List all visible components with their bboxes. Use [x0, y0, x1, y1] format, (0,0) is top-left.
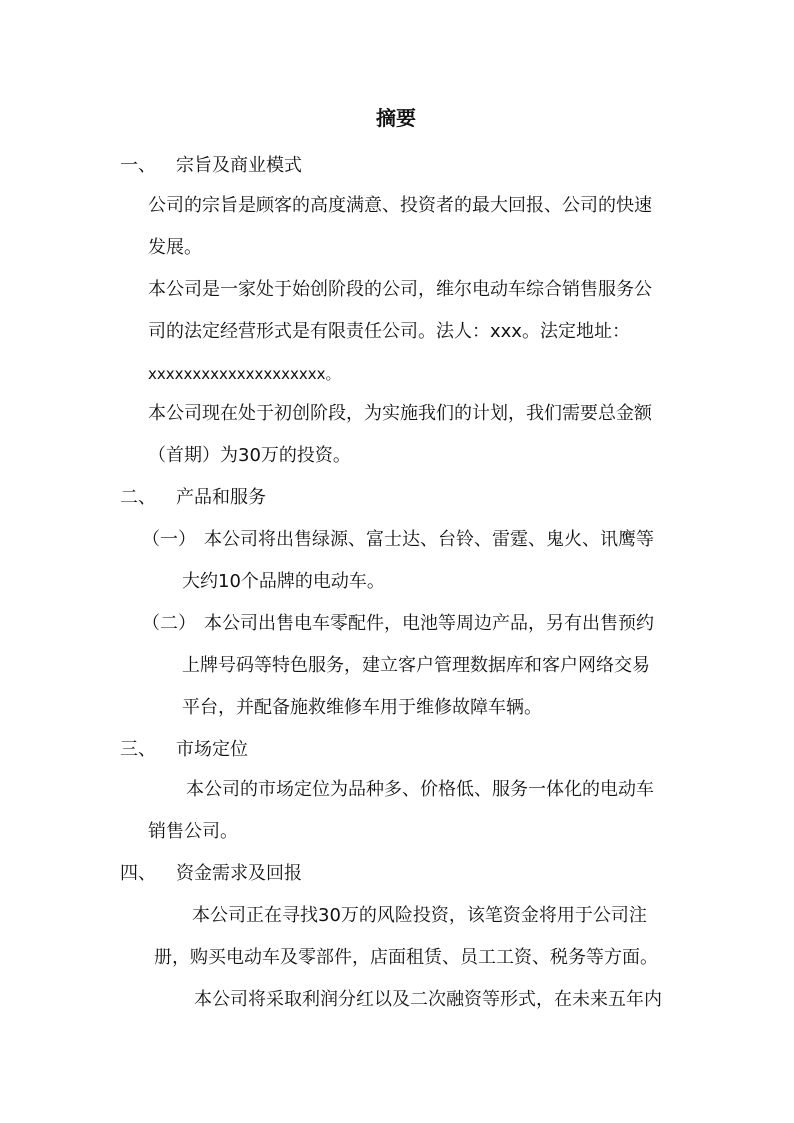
- section-heading-2: 产品和服务: [176, 487, 266, 508]
- list-marker: （一）: [142, 529, 196, 550]
- paragraph-line: 本公司的市场定位为品种多、价格低、服务一体化的电动车: [186, 779, 654, 800]
- paragraph-line: 本公司将采取利润分红以及二次融资等形式，在未来五年内: [194, 989, 662, 1010]
- list-marker: （二）: [142, 613, 196, 634]
- section-number-4: 四、: [120, 863, 156, 884]
- paragraph-line: 本公司正在寻找30万的风险投资，该笔资金将用于公司注: [192, 905, 647, 926]
- section-number-2: 二、: [120, 487, 156, 508]
- list-item-line: 本公司将出售绿源、富士达、台铃、雷霆、鬼火、讯鹰等: [204, 529, 654, 550]
- paragraph-line: xxxxxxxxxxxxxxxxxxxx。: [148, 365, 341, 383]
- section-heading-3: 市场定位: [176, 739, 248, 760]
- section-number-1: 一、: [120, 155, 156, 176]
- section-heading-1: 宗旨及商业模式: [176, 155, 302, 176]
- paragraph-line: 发展。: [148, 237, 202, 258]
- paragraph-line: 司的法定经营形式是有限责任公司。法人：xxx。法定地址：: [148, 321, 630, 342]
- page-title: 摘要: [376, 106, 416, 130]
- list-item-line: 上牌号码等特色服务，建立客户管理数据库和客户网络交易: [182, 655, 650, 676]
- paragraph-line: 公司的宗旨是顾客的高度满意、投资者的最大回报、公司的快速: [148, 195, 652, 216]
- paragraph-line: 销售公司。: [148, 821, 238, 842]
- section-heading-4: 资金需求及回报: [176, 863, 302, 884]
- paragraph-line: 本公司现在处于初创阶段，为实施我们的计划，我们需要总金额: [148, 403, 652, 424]
- section-number-3: 三、: [120, 739, 156, 760]
- paragraph-line: （首期）为30万的投资。: [148, 445, 351, 466]
- paragraph-line: 册，购买电动车及零部件，店面租赁、员工工资、税务等方面。: [154, 947, 658, 968]
- list-item-line: 平台，并配备施救维修车用于维修故障车辆。: [182, 697, 542, 718]
- paragraph-line: 本公司是一家处于始创阶段的公司，维尔电动车综合销售服务公: [148, 279, 652, 300]
- list-item-line: 大约10个品牌的电动车。: [182, 571, 385, 592]
- list-item-line: 本公司出售电车零配件，电池等周边产品，另有出售预约: [204, 613, 654, 634]
